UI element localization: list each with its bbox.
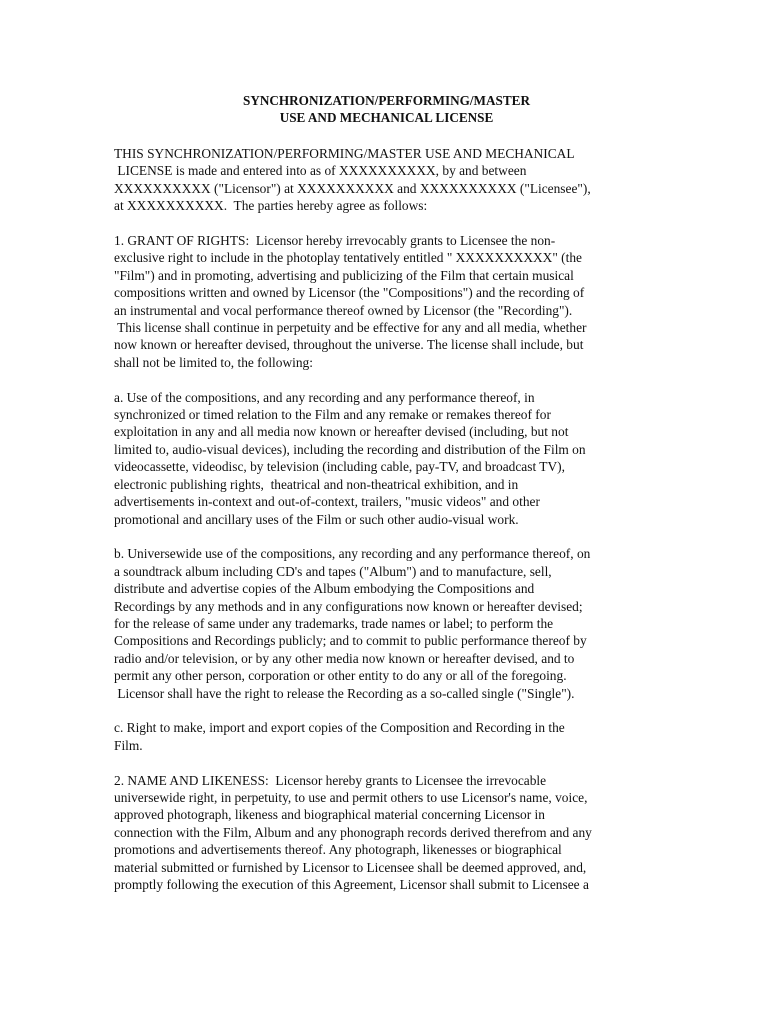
text-line: Recordings by any methods and in any configurations now known or hereafter devised; [114, 598, 583, 614]
grant-of-rights-paragraph [114, 232, 659, 371]
text-line: an instrumental and vocal performance thereof owned by Licensor (the "Recording"). [114, 302, 573, 318]
document-title [114, 92, 659, 126]
text-line: a soundtrack album including CD's and tapes ("Album") and to manufacture, sell, [114, 563, 552, 579]
text-line: synchronized or timed relation to the Film and any remake or remakes thereof for [114, 407, 551, 423]
text-line: permit any other person, corporation or other entity to do any or all of the foregoing. [114, 668, 567, 684]
text-line: exclusive right to include in the photoplay tentatively entitled " XXXXXXXXXX" (the [114, 250, 582, 266]
text-line: now known or hereafter devised, throughout the universe. The license shall include, but [114, 337, 584, 353]
text-line: exploitation in any and all media now known or hereafter devised (including, but not [114, 424, 569, 440]
text-line: 2. NAME AND LIKENESS: Licensor hereby grants to Licensee the irrevocable [114, 772, 547, 788]
text-line: c. Right to make, import and export copies of the Composition and Recording in the [114, 720, 565, 736]
text-line: THIS SYNCHRONIZATION/PERFORMING/MASTER USE AND MECHANICAL [114, 146, 575, 161]
text-line: advertisements in-context and out-of-context, trailers, "music videos" and other [114, 494, 540, 510]
text-line: compositions written and owned by Licensor (the "Compositions") and the recording of [114, 285, 585, 301]
text-line: Licensor shall have the right to release the Recording as a so-called single ("Single"). [114, 685, 575, 701]
text-line: universewide right, in perpetuity, to use and permit others to use Licensor's name, voice, [114, 789, 588, 805]
text-line: radio and/or television, or by any other media now known or hereafter devised, and to [114, 650, 575, 666]
text-line: for the release of same under any trademarks, trade names or label; to perform the [114, 615, 554, 631]
text-line: approved photograph, likeness and biographical material concerning Licensor in [114, 807, 545, 823]
clause-a-paragraph [114, 389, 659, 528]
clause-c-paragraph [114, 719, 659, 754]
text-line: at XXXXXXXXXX. The parties hereby agree as follows: [114, 198, 428, 214]
title-line-2: USE AND MECHANICAL LICENSE [279, 110, 494, 125]
text-line: limited to, audio-visual devices), including the recording and distribution of the Film on [114, 441, 586, 457]
name-and-likeness-paragraph [114, 772, 659, 894]
text-line: LICENSE is made and entered into as of XXXXXXXXXX, by and between [114, 163, 527, 179]
text-line: promotions and advertisements thereof. Any photograph, likenesses or biographical [114, 842, 562, 858]
text-line: This license shall continue in perpetuity and be effective for any and all media, whether [114, 320, 587, 336]
text-line: b. Universewide use of the compositions, any recording and any performance thereof, on [114, 546, 591, 562]
text-line: 1. GRANT OF RIGHTS: Licensor hereby irrevocably grants to Licensee the non- [114, 233, 556, 249]
text-line: "Film") and in promoting, advertising and publicizing of the Film that certain musical [114, 267, 574, 283]
text-line: videocassette, videodisc, by television (including cable, pay-TV, and broadcast TV), [114, 459, 565, 475]
text-line: XXXXXXXXXX ("Licensor") at XXXXXXXXXX and XXXXXXXXXX ("Licensee"), [114, 180, 591, 196]
document-page [114, 92, 659, 911]
text-line: distribute and advertise copies of the Album embodying the Compositions and [114, 581, 535, 597]
preamble-paragraph [114, 145, 659, 215]
text-line: a. Use of the compositions, and any recording and any performance thereof, in [114, 389, 535, 405]
clause-b-paragraph [114, 545, 659, 702]
text-line: connection with the Film, Album and any phonograph records derived therefrom and any [114, 824, 592, 840]
text-line: Film. [114, 737, 143, 753]
text-line: promotional and ancillary uses of the Film or such other audio-visual work. [114, 511, 519, 527]
text-line: promptly following the execution of this Agreement, Licensor shall submit to Licensee a [114, 876, 589, 892]
text-line: electronic publishing rights, theatrical and non-theatrical exhibition, and in [114, 476, 519, 492]
title-line-1: SYNCHRONIZATION/PERFORMING/MASTER [243, 93, 530, 108]
text-line: Compositions and Recordings publicly; and to commit to public performance thereof by [114, 633, 587, 649]
text-line: material submitted or furnished by Licensor to Licensee shall be deemed approved, and, [114, 859, 587, 875]
text-line: shall not be limited to, the following: [114, 354, 313, 370]
